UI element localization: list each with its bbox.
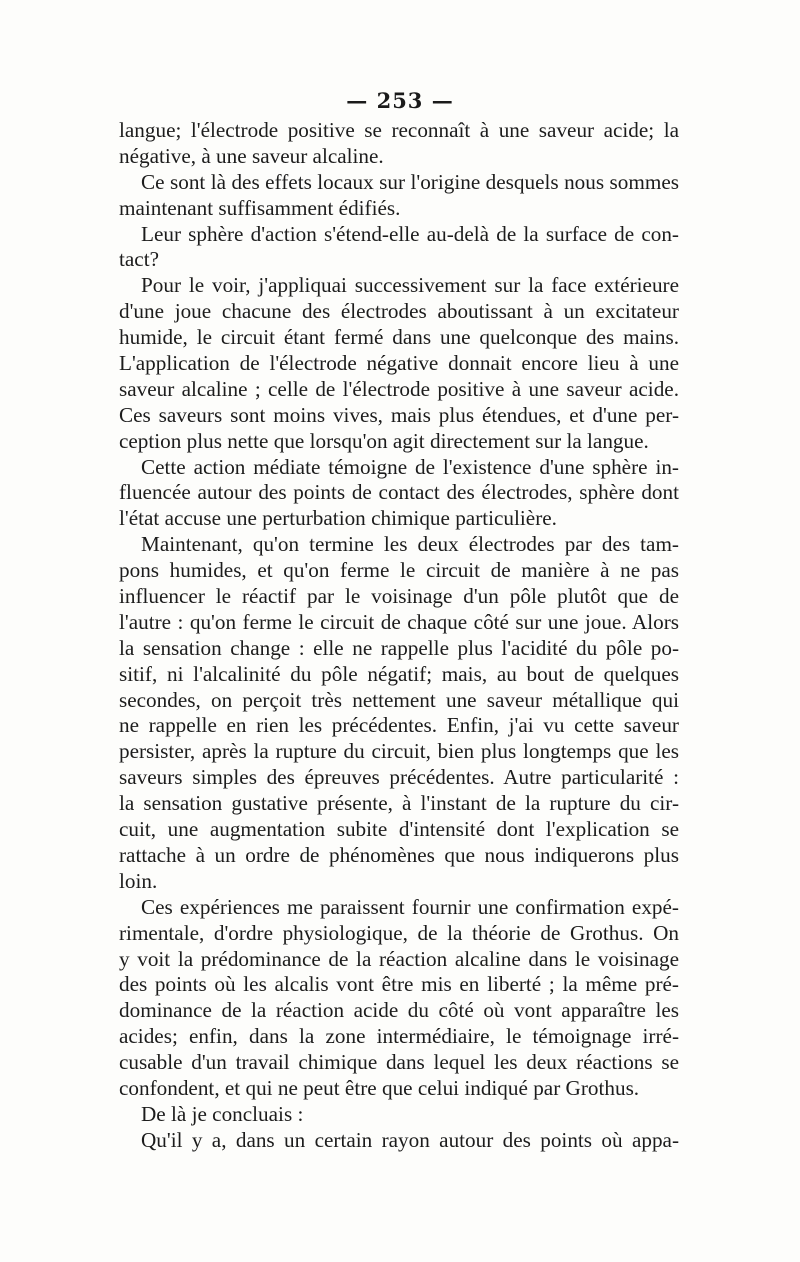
text-line: Pour le voir, j'appliquai successivement sur la face extérieure: [141, 273, 679, 298]
text-line: la sensation change : elle ne rappelle plus l'acidité du pôle po-: [119, 635, 679, 660]
text-line: Ces saveurs sont moins vives, mais plus étendues, et d'une per-: [119, 402, 679, 427]
text-line: ne rappelle en rien les précédentes. Enfin, j'ai vu cette saveur: [119, 713, 679, 738]
page-number: — 253 —: [346, 88, 454, 113]
text-line: négative, à une saveur alcaline.: [119, 143, 384, 168]
text-line: Maintenant, qu'on termine les deux électrodes par des tam-: [141, 532, 679, 557]
text-line: maintenant suffisamment édifiés.: [119, 195, 401, 220]
text-line: l'état accuse une perturbation chimique particulière.: [119, 506, 557, 531]
body-text: [119, 118, 679, 1154]
text-line: Ce sont là des effets locaux sur l'origine desquels nous sommes: [141, 169, 679, 194]
text-line: des points où les alcalis vont être mis en liberté ; la même pré-: [119, 972, 679, 997]
text-line: acides; enfin, dans la zone intermédiaire, le témoignage irré-: [119, 1024, 679, 1049]
text-line: ception plus nette que lorsqu'on agit directement sur la langue.: [119, 428, 649, 453]
text-line: secondes, on perçoit très nettement une saveur métallique qui: [119, 687, 679, 712]
text-line: influencer le réactif par le voisinage d'un pôle plutôt que de: [119, 584, 679, 609]
text-line: persister, après la rupture du circuit, bien plus longtemps que les: [119, 739, 679, 764]
text-line: saveurs simples des épreuves précédentes. Autre particularité :: [119, 765, 679, 790]
text-line: l'autre : qu'on ferme le circuit de chaque côté sur une joue. Alors: [119, 609, 679, 634]
text-line: pons humides, et qu'on ferme le circuit de manière à ne pas: [119, 558, 679, 583]
text-line: loin.: [119, 868, 158, 893]
text-line: saveur alcaline ; celle de l'électrode positive à une saveur acide.: [119, 376, 679, 401]
text-line: rimentale, d'ordre physiologique, de la théorie de Grothus. On: [119, 920, 679, 945]
text-line: fluencée autour des points de contact des électrodes, sphère dont: [119, 480, 679, 505]
text-line: Leur sphère d'action s'étend-elle au-delà de la surface de con-: [141, 221, 679, 246]
text-line: langue; l'électrode positive se reconnaît à une saveur acide; la: [119, 118, 679, 142]
text-line: humide, le circuit étant fermé dans une quelconque des mains.: [119, 325, 679, 350]
text-line: la sensation gustative présente, à l'instant de la rupture du cir-: [119, 791, 679, 816]
text-line: Ces expériences me paraissent fournir une confirmation expé-: [141, 894, 679, 919]
text-line: rattache à un ordre de phénomènes que nous indiquerons plus: [119, 842, 679, 867]
text-line: cusable d'un travail chimique dans lequel les deux réactions se: [119, 1050, 679, 1075]
text-line: Cette action médiate témoigne de l'existence d'une sphère in-: [141, 454, 679, 479]
text-line: L'application de l'électrode négative donnait encore lieu à une: [119, 351, 679, 376]
text-line: De là je concluais :: [141, 1101, 304, 1126]
text-line: Qu'il y a, dans un certain rayon autour des points où appa-: [141, 1127, 679, 1152]
text-line: confondent, et qui ne peut être que celui indiqué par Grothus.: [119, 1075, 640, 1100]
text-line: dominance de la réaction acide du côté où vont apparaître les: [119, 998, 679, 1023]
text-line: tact?: [119, 247, 159, 272]
text-line: d'une joue chacune des électrodes aboutissant à un excitateur: [119, 299, 679, 324]
text-line: cuit, une augmentation subite d'intensité dont l'explication se: [119, 817, 679, 842]
text-line: y voit la prédominance de la réaction alcaline dans le voisinage: [119, 946, 679, 971]
text-line: sitif, ni l'alcalinité du pôle négatif; mais, au bout de quelques: [119, 661, 679, 686]
